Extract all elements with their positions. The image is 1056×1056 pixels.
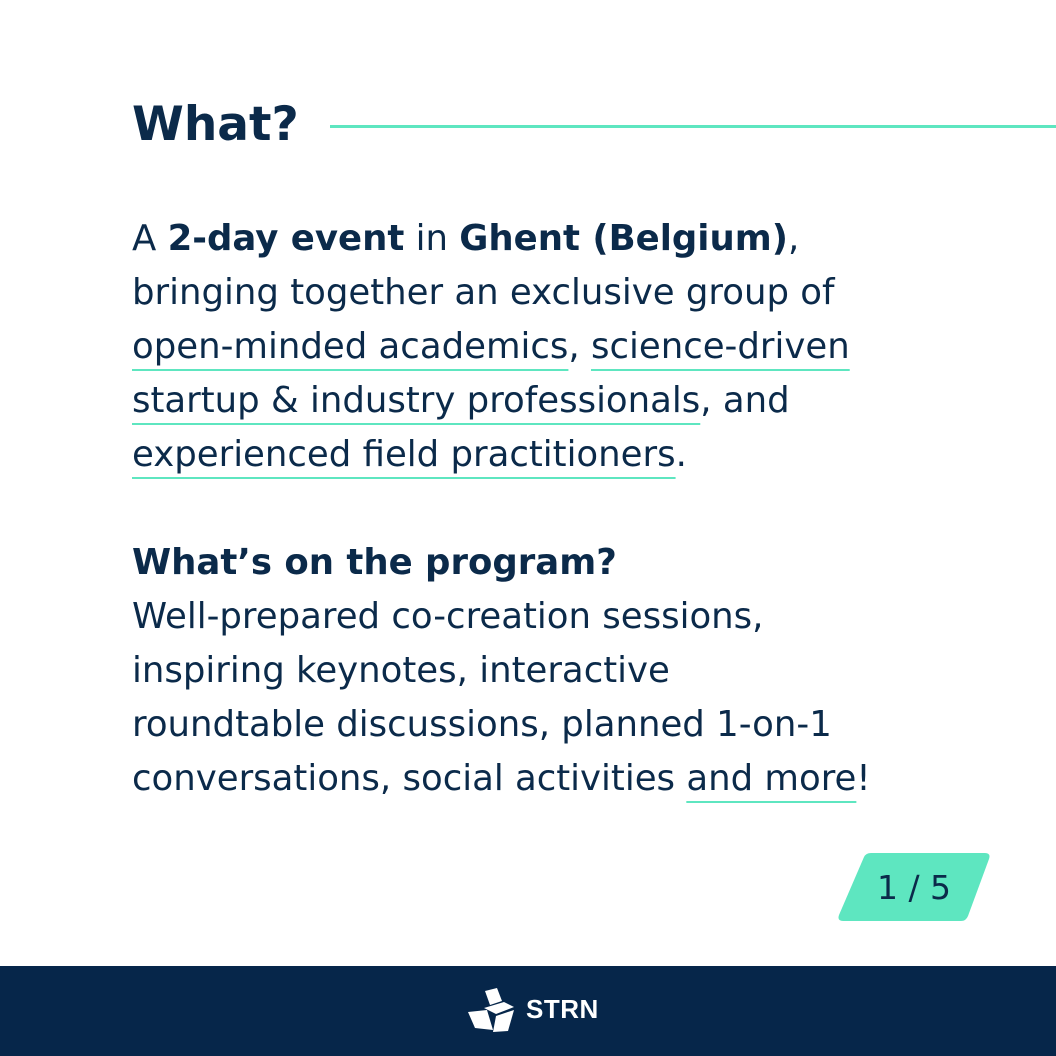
page-title: What? — [132, 97, 299, 152]
page-indicator — [838, 853, 990, 921]
intro-line-2: bringing together an exclusive group of — [132, 272, 835, 313]
program-line-2: inspiring keynotes, interactive — [132, 650, 670, 691]
intro-text: , and — [700, 380, 790, 421]
audience-science-driven: science-driven — [590, 326, 850, 367]
strn-logo-text: STRN — [526, 994, 599, 1024]
audience-practitioners: experienced field practitioners — [132, 434, 676, 475]
intro-text: in — [404, 218, 460, 259]
intro-text: . — [675, 434, 687, 475]
footer — [0, 966, 1056, 1056]
heading-divider — [330, 125, 1056, 128]
intro-line-4 — [132, 374, 952, 428]
event-location: Ghent (Belgium) — [459, 218, 788, 259]
body-text — [132, 212, 952, 806]
program-text: ! — [856, 758, 871, 799]
intro-text: , — [568, 326, 591, 367]
audience-academics: open-minded academics — [132, 326, 569, 367]
intro-line-3 — [132, 320, 952, 374]
program-text: conversations, social activities — [132, 758, 687, 799]
strn-logo — [466, 988, 616, 1034]
intro-line-5 — [132, 428, 952, 482]
program-title: What’s on the program? — [132, 542, 617, 583]
program-line-4 — [132, 752, 952, 806]
intro-text: , — [787, 218, 800, 259]
intro-line-1 — [132, 212, 952, 266]
event-duration: 2-day event — [167, 218, 405, 259]
program-line-1: Well-prepared co-creation sessions, — [132, 596, 764, 637]
audience-professionals: startup & industry professionals — [132, 380, 701, 421]
and-more: and more — [686, 758, 857, 799]
intro-text: A — [132, 218, 168, 259]
heading-row — [132, 92, 1056, 162]
page-indicator-text: 1 / 5 — [876, 867, 952, 907]
program-line-3: roundtable discussions, planned 1-on-1 — [132, 704, 832, 745]
strn-logo-icon — [466, 988, 518, 1034]
